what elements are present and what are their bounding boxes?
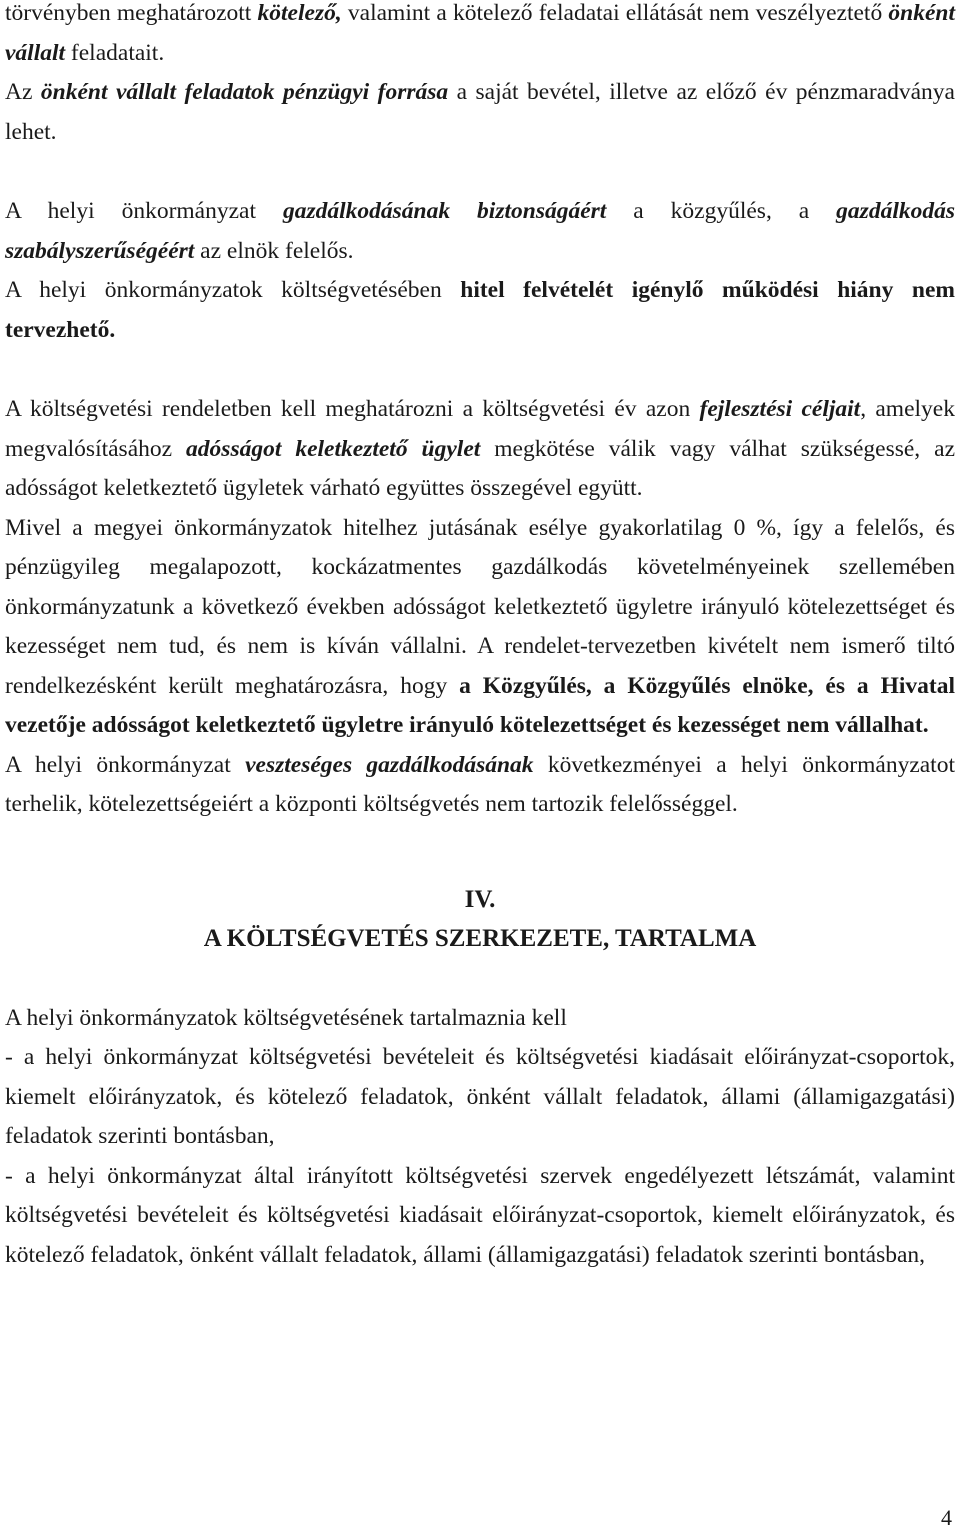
text: az elnök felelős. [194, 237, 354, 264]
emphasis-mandatory: kötelező, [257, 0, 342, 26]
paragraph-deficit [5, 271, 955, 350]
emphasis-goals: fejlesztési céljait [699, 396, 861, 422]
text: Az [5, 79, 41, 105]
paragraph-losses [5, 746, 955, 825]
emphasis-funding: önként vállalt feladatok pénzügyi forrása [40, 79, 449, 105]
text: A költségvetési rendeletben kell meghatározni a költségvetési év azon [5, 396, 700, 422]
document-page [5, 0, 955, 1275]
text: a saját bevétel, illetve az előző év pénzmaradványa lehet. [5, 79, 955, 145]
emphasis-deficit: hitel felvételét igénylő működési hiány nem tervezhető. [5, 277, 955, 343]
text: feladatait. [65, 39, 165, 66]
paragraph-mandatory-tasks [5, 0, 955, 73]
text: a közgyűlés, a [606, 198, 837, 224]
paragraph-responsibility [5, 192, 955, 271]
text: A helyi önkormányzat [5, 198, 283, 224]
section-title: A KÖLTSÉGVETÉS SZERKEZETE, TARTALMA [203, 924, 757, 952]
section-number: IV. [464, 885, 496, 913]
text: megkötése válik vagy válhat szükségessé, az adósságot keletkeztető ügyletek várható együttes összegével együtt. [5, 435, 956, 501]
paragraph-development-goals [5, 390, 955, 509]
page-number: 4 [941, 1505, 952, 1530]
text: A helyi önkormányzatok költségvetésében [5, 277, 461, 303]
emphasis-voluntary: önként vállalt [5, 0, 955, 66]
emphasis-safety: gazdálkodásának biztonságáért [282, 198, 607, 224]
text: Mivel a megyei önkormányzatok hitelhez jutásának esélye gyakorlatilag 0 %, így a felelős, és pénzügyileg megalapozott, kockázatmentes gazdálkodás követelményeinek szellemében önkormányzatunk a következő években adósságot keletkeztető ügyletre irányuló kötelezettséget és kezességet nem tud, és nem is kíván vállalni. A rendelet-tervezetben kivételt nem ismerő tiltó rendelkezésként került meghatározásra, hogy [5, 514, 955, 699]
paragraph-credit [5, 509, 955, 746]
list-item: - a helyi önkormányzat által irányított költségvetési szervek engedélyezett létszámát, valamint költségvetési bevételeit és költségvetési kiadásait előirányzat-csoportok, kiemelt előirányzatok, és kötelező feladatok, önként vállalt feladatok, állami (államigazgatási) feladatok szerinti bontásban, [5, 1162, 955, 1268]
list-item: - a helyi önkormányzat költségvetési bevételeit és költségvetési kiadásait előirányzat-csoportok, kiemelt előirányzatok, és kötelező feladatok, önként vállalt feladatok, állami (államigazgatási) feladatok szerinti bontásban, [5, 1044, 955, 1149]
text: törvényben meghatározott [5, 0, 258, 26]
text: következményei a helyi önkormányzatot terhelik, kötelezettségeiért a központi költségvetés nem tartozik felelősséggel. [5, 751, 955, 817]
emphasis-losses: veszteséges gazdálkodásának [245, 751, 534, 778]
paragraph-content-intro: A helyi önkormányzatok költségvetésének tartalmaznia kell [5, 1004, 567, 1031]
text: , amelyek megvalósításához [5, 396, 955, 462]
text: valamint a kötelező feladatai ellátását nem veszélyeztető [341, 0, 889, 26]
emphasis-debt: adósságot keletkeztető ügylet [186, 435, 481, 462]
emphasis-regularity: gazdálkodás szabályszerűségéért [5, 198, 955, 264]
text: A helyi önkormányzat [5, 751, 246, 778]
emphasis-prohibition: a Közgyűlés, a Közgyűlés elnöke, és a Hivatal vezetője adósságot keletkeztető ügyletre irányuló kötelezettséget és kezességet nem vállalhat. [5, 672, 955, 738]
paragraph-funding-source [5, 73, 955, 152]
